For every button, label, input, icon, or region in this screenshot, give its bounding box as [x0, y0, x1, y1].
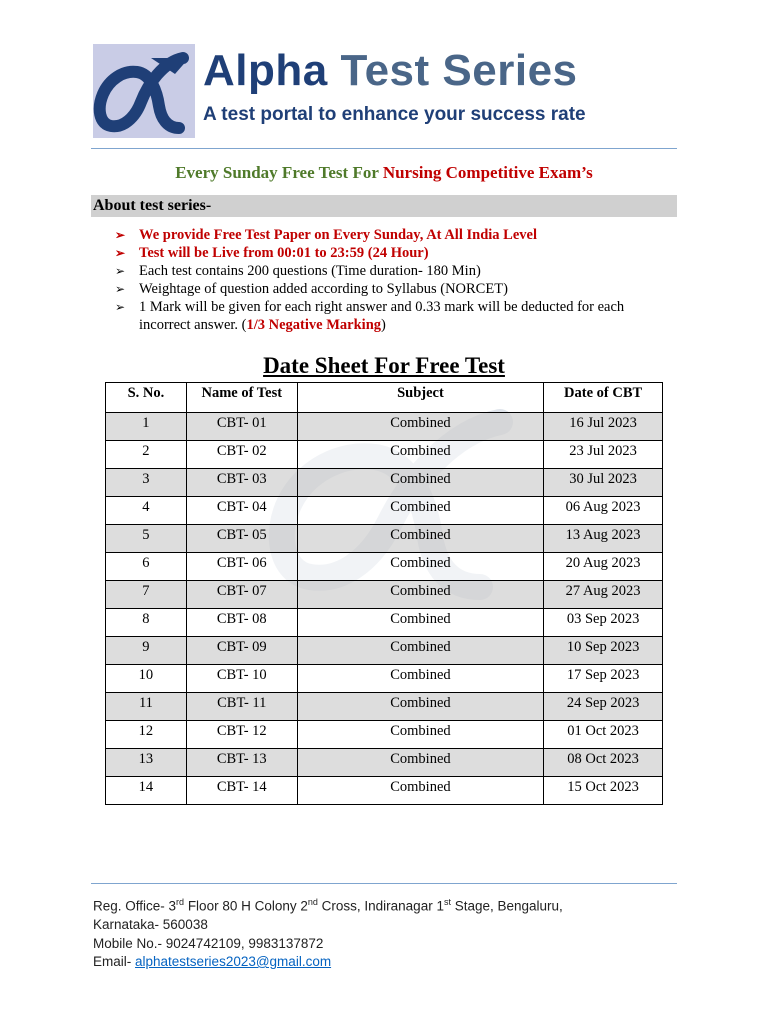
- test-name-cell: CBT- 12: [186, 721, 297, 749]
- serial-number-cell: 13: [106, 749, 187, 777]
- subject-cell: Combined: [297, 581, 544, 609]
- date-cell: 08 Oct 2023: [544, 749, 663, 777]
- arrow-bullet-icon: ➢: [115, 282, 126, 296]
- bullet-text: 1 Mark will be given for each right answer and 0.33 mark will be deducted for each incorrect answer. (: [139, 299, 625, 333]
- serial-number-cell: 5: [106, 525, 187, 553]
- serial-number-cell: 6: [106, 553, 187, 581]
- serial-number-cell: 10: [106, 665, 187, 693]
- date-cell: 10 Sep 2023: [544, 637, 663, 665]
- table-row: [106, 637, 663, 665]
- address-part: Reg. Office- 3: [93, 898, 177, 914]
- serial-number-cell: 8: [106, 609, 187, 637]
- serial-number-cell: 1: [106, 413, 187, 441]
- subject-cell: Combined: [297, 637, 544, 665]
- test-name-cell: CBT- 11: [186, 693, 297, 721]
- date-cell: 16 Jul 2023: [544, 413, 663, 441]
- test-name-cell: CBT- 04: [186, 497, 297, 525]
- list-item: [113, 262, 673, 280]
- bullet-text: Weightage of question added according to Syllabus (NORCET): [139, 281, 508, 297]
- arrow-bullet-icon: ➢: [115, 228, 126, 242]
- address-sup: rd: [176, 897, 185, 907]
- table-row: [106, 609, 663, 637]
- subject-cell: Combined: [297, 525, 544, 553]
- serial-number-cell: 4: [106, 497, 187, 525]
- table-row: [106, 469, 663, 497]
- address-part: Floor 80 H Colony 2: [184, 898, 308, 914]
- serial-number-cell: 7: [106, 581, 187, 609]
- test-name-cell: CBT- 13: [186, 749, 297, 777]
- table-row: [106, 665, 663, 693]
- negative-marking-text: 1/3 Negative Marking: [246, 317, 382, 333]
- email-label: Email-: [93, 954, 136, 969]
- date-cell: 13 Aug 2023: [544, 525, 663, 553]
- mobile-numbers: Mobile No.- 9024742109, 9983137872: [93, 935, 324, 951]
- serial-number-cell: 14: [106, 777, 187, 805]
- headline-green: Every Sunday Free Test For: [175, 163, 379, 182]
- subject-cell: Combined: [297, 553, 544, 581]
- test-name-cell: CBT- 01: [186, 413, 297, 441]
- date-cell: 24 Sep 2023: [544, 693, 663, 721]
- subject-cell: Combined: [297, 441, 544, 469]
- address-sup: st: [443, 897, 451, 907]
- test-name-cell: CBT- 05: [186, 525, 297, 553]
- subject-cell: Combined: [297, 721, 544, 749]
- arrow-bullet-icon: ➢: [115, 264, 126, 278]
- date-cell: 03 Sep 2023: [544, 609, 663, 637]
- brand-title-part2: Test Series: [340, 46, 578, 95]
- date-cell: 30 Jul 2023: [544, 469, 663, 497]
- table-row: [106, 721, 663, 749]
- test-name-cell: CBT- 02: [186, 441, 297, 469]
- test-name-cell: CBT- 07: [186, 581, 297, 609]
- date-sheet-table: [105, 382, 663, 805]
- serial-number-cell: 2: [106, 441, 187, 469]
- table-row: [106, 693, 663, 721]
- table-row: [106, 777, 663, 805]
- table-header-row: [106, 383, 663, 413]
- brand-tagline: A test portal to enhance your success rate: [203, 104, 586, 125]
- address-part: Stage, Bengaluru,: [450, 898, 563, 914]
- about-heading: About test series-: [91, 195, 677, 217]
- alpha-logo-icon: [93, 44, 195, 138]
- brand-title-part1: Alpha: [203, 46, 328, 95]
- email-link[interactable]: alphatestseries2023@gmail.com: [135, 954, 332, 969]
- test-name-cell: CBT- 09: [186, 637, 297, 665]
- address-part: Cross, Indiranagar 1: [317, 898, 444, 914]
- date-cell: 20 Aug 2023: [544, 553, 663, 581]
- column-header: S. No.: [106, 383, 187, 413]
- subject-cell: Combined: [297, 469, 544, 497]
- serial-number-cell: 12: [106, 721, 187, 749]
- date-cell: 06 Aug 2023: [544, 497, 663, 525]
- table-row: [106, 413, 663, 441]
- table-row: [106, 581, 663, 609]
- test-name-cell: CBT- 14: [186, 777, 297, 805]
- top-divider: [91, 148, 677, 149]
- list-item: [113, 298, 673, 334]
- date-cell: 15 Oct 2023: [544, 777, 663, 805]
- date-cell: 17 Sep 2023: [544, 665, 663, 693]
- date-cell: 01 Oct 2023: [544, 721, 663, 749]
- test-name-cell: CBT- 06: [186, 553, 297, 581]
- list-item: [113, 226, 673, 244]
- bullet-text-end: ): [381, 317, 386, 333]
- subject-cell: Combined: [297, 665, 544, 693]
- date-sheet-title: [0, 353, 768, 379]
- page-headline: [0, 163, 768, 183]
- serial-number-cell: 11: [106, 693, 187, 721]
- table-row: [106, 497, 663, 525]
- test-name-cell: CBT- 08: [186, 609, 297, 637]
- list-item: [113, 244, 673, 262]
- office-address: [93, 893, 693, 916]
- table-row: [106, 749, 663, 777]
- test-name-cell: CBT- 10: [186, 665, 297, 693]
- about-bullet-list: [113, 226, 673, 334]
- table-row: [106, 441, 663, 469]
- table-row: [106, 525, 663, 553]
- header-logo: [93, 44, 593, 138]
- subject-cell: Combined: [297, 777, 544, 805]
- date-cell: 23 Jul 2023: [544, 441, 663, 469]
- headline-red: Nursing Competitive Exam’s: [382, 163, 593, 182]
- test-name-cell: CBT- 03: [186, 469, 297, 497]
- arrow-bullet-icon: ➢: [115, 246, 126, 260]
- subject-cell: Combined: [297, 749, 544, 777]
- column-header: Subject: [297, 383, 544, 413]
- office-address-line2: Karnataka- 560038: [93, 917, 208, 932]
- date-cell: 27 Aug 2023: [544, 581, 663, 609]
- column-header: Date of CBT: [544, 383, 663, 413]
- subject-cell: Combined: [297, 497, 544, 525]
- column-header: Name of Test: [186, 383, 297, 413]
- footer-divider: [91, 883, 677, 884]
- arrow-bullet-icon: ➢: [115, 300, 126, 314]
- footer-contact: [93, 893, 693, 972]
- serial-number-cell: 3: [106, 469, 187, 497]
- bullet-text: We provide Free Test Paper on Every Sunday, At All India Level: [139, 227, 537, 243]
- serial-number-cell: 9: [106, 637, 187, 665]
- email-line: [93, 953, 693, 972]
- table-row: [106, 553, 663, 581]
- bullet-text: Test will be Live from 00:01 to 23:59 (24 Hour): [139, 245, 429, 261]
- subject-cell: Combined: [297, 609, 544, 637]
- address-sup: nd: [307, 897, 318, 907]
- subject-cell: Combined: [297, 693, 544, 721]
- list-item: [113, 280, 673, 298]
- subject-cell: Combined: [297, 413, 544, 441]
- brand-title: [203, 46, 578, 96]
- bullet-text: Each test contains 200 questions (Time duration- 180 Min): [139, 263, 481, 279]
- date-sheet-title-text: Date Sheet For Free Test: [263, 353, 505, 378]
